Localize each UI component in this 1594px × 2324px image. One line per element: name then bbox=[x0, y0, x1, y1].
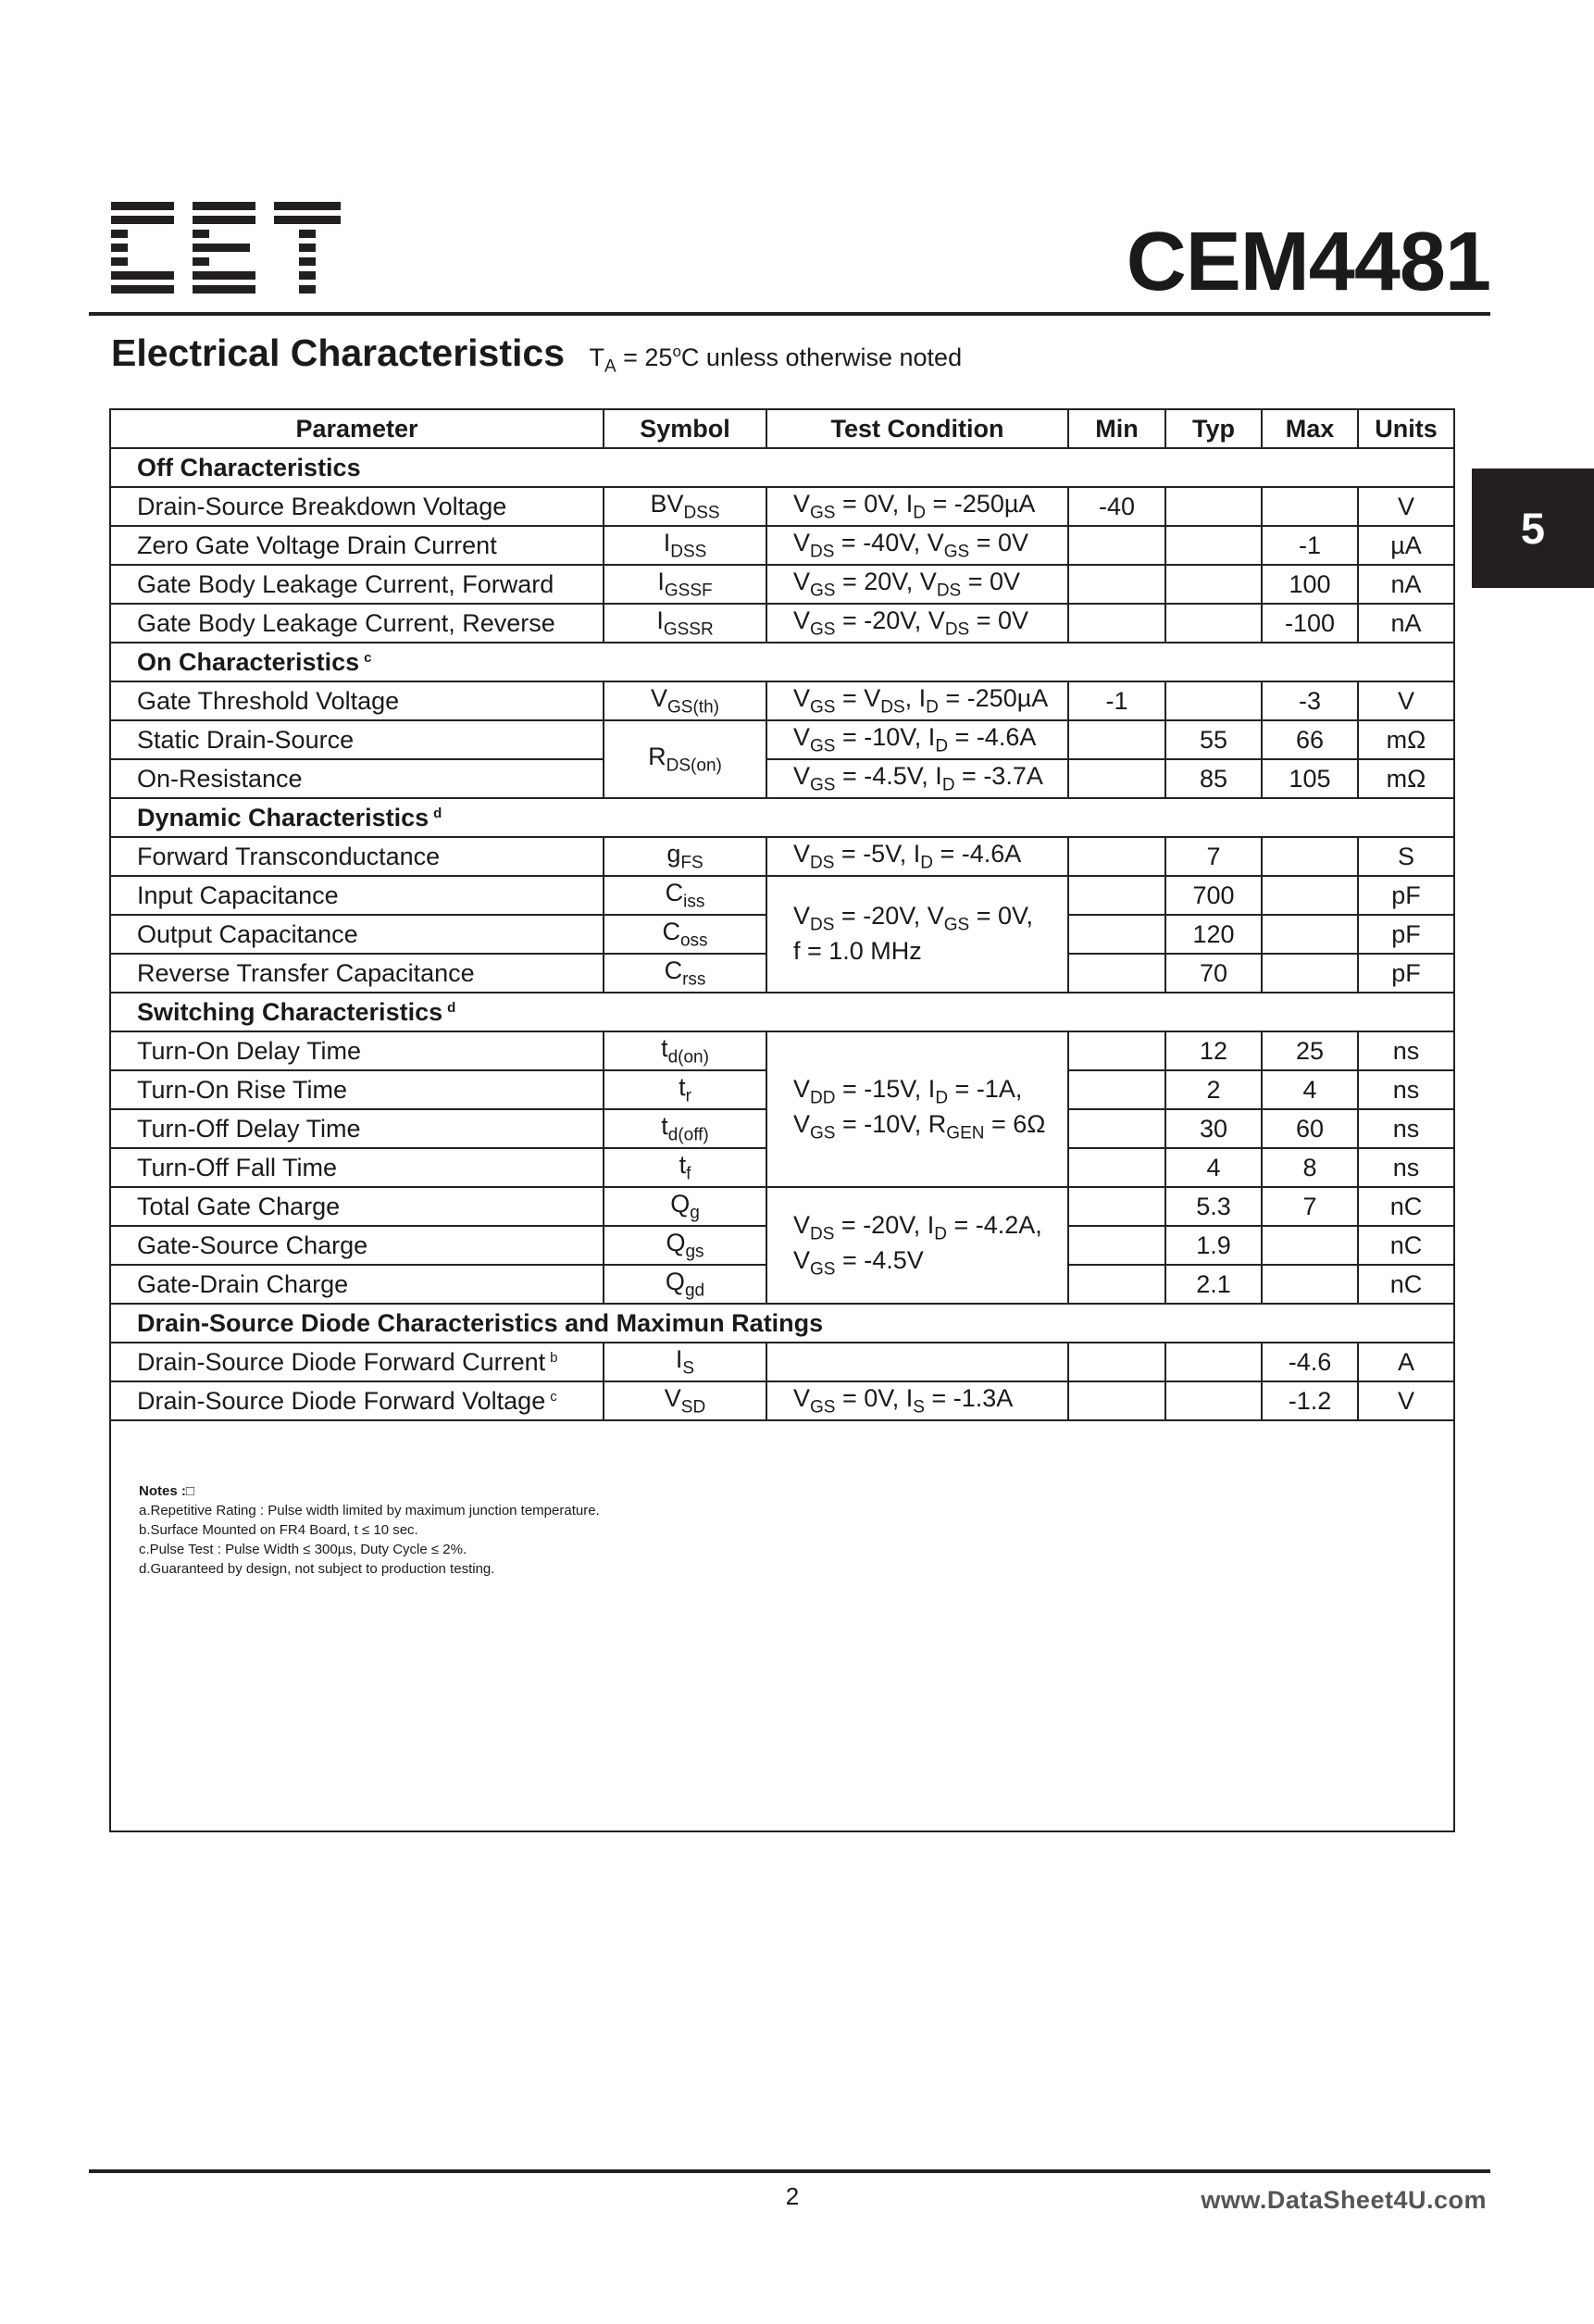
typ-cell bbox=[1165, 565, 1262, 604]
section-tab: 5 bbox=[1472, 469, 1594, 588]
symbol-cell: $V_{GS(th)}$ bbox=[604, 681, 766, 720]
header-rule bbox=[89, 312, 1490, 316]
max-cell: 100 bbox=[1262, 565, 1358, 604]
condition-cell: $V_{GS} = 0V$, $I_S = -1.3A$ bbox=[766, 1381, 1068, 1420]
min-cell bbox=[1068, 720, 1165, 759]
note-item: c.Pulse Test : Pulse Width ≤ 300µs, Duty Cycle ≤ 2%. bbox=[139, 1542, 467, 1557]
symbol-cell: $Q_g$ bbox=[604, 1187, 766, 1226]
section-row-on bbox=[111, 643, 1453, 681]
condition-cell: $V_{GS} = -20V$, $V_{DS} = 0V$ bbox=[766, 604, 1068, 643]
symbol-cell: $V_{SD}$ bbox=[604, 1381, 766, 1420]
unit-cell: nC bbox=[1358, 1265, 1453, 1304]
symbol-cell: $I_S$ bbox=[604, 1343, 766, 1381]
typ-cell: 7 bbox=[1165, 837, 1262, 876]
min-cell bbox=[1068, 1109, 1165, 1148]
section-label: Drain-Source Diode Characteristics and Maximun Ratings bbox=[111, 1304, 1453, 1343]
unit-cell: S bbox=[1358, 837, 1453, 876]
unit-cell: V bbox=[1358, 487, 1453, 526]
min-cell bbox=[1068, 1031, 1165, 1070]
typ-cell: 70 bbox=[1165, 954, 1262, 993]
max-cell: -100 bbox=[1262, 604, 1358, 643]
parameter-cell: Gate-Drain Charge bbox=[111, 1265, 604, 1304]
parameter-cell: Reverse Transfer Capacitance bbox=[111, 954, 604, 993]
section-row-off bbox=[111, 448, 1453, 487]
typ-cell: 1.9 bbox=[1165, 1226, 1262, 1265]
merged-condition: $V_{DD} = -15V$, $I_D = -1A$, $V_{GS} = -10V$, $R_{GEN} = 6\Omega$ bbox=[766, 1031, 1068, 1187]
unit-cell: pF bbox=[1358, 954, 1453, 993]
unit-cell: mΩ bbox=[1358, 720, 1453, 759]
min-cell bbox=[1068, 837, 1165, 876]
note-item: d.Guaranteed by design, not subject to production testing. bbox=[139, 1561, 495, 1577]
typ-cell: 55 bbox=[1165, 720, 1262, 759]
symbol-cell: $Q_{gs}$ bbox=[604, 1226, 766, 1265]
section-title: Electrical Characteristics bbox=[111, 331, 565, 374]
col-max: Max bbox=[1262, 410, 1358, 448]
characteristics-table bbox=[109, 408, 1455, 1832]
parameter-cell: Turn-On Delay Time bbox=[111, 1031, 604, 1070]
unit-cell: V bbox=[1358, 681, 1453, 720]
parameter-cell: Gate Body Leakage Current, Reverse bbox=[111, 604, 604, 643]
table-header bbox=[111, 410, 1453, 448]
max-cell bbox=[1262, 837, 1358, 876]
max-cell bbox=[1262, 876, 1358, 915]
typ-cell bbox=[1165, 681, 1262, 720]
note-item: b.Surface Mounted on FR4 Board, t ≤ 10 sec. bbox=[139, 1522, 418, 1538]
unit-cell: nA bbox=[1358, 565, 1453, 604]
max-cell: -4.6 bbox=[1262, 1343, 1358, 1381]
typ-cell bbox=[1165, 1343, 1262, 1381]
symbol-cell: $R_{DS(on)}$ bbox=[604, 720, 766, 798]
unit-cell: nA bbox=[1358, 604, 1453, 643]
condition-cell: $V_{GS} = V_{DS}$, $I_D = -250\mu A$ bbox=[766, 681, 1068, 720]
test-temperature-note: $T_A = 25^oC$ unless otherwise noted bbox=[589, 343, 963, 377]
min-cell bbox=[1068, 1226, 1165, 1265]
max-cell: 7 bbox=[1262, 1187, 1358, 1226]
typ-cell: 5.3 bbox=[1165, 1187, 1262, 1226]
min-cell bbox=[1068, 1265, 1165, 1304]
symbol-cell: $t_{d(off)}$ bbox=[604, 1109, 766, 1148]
min-cell bbox=[1068, 526, 1165, 565]
min-cell bbox=[1068, 1343, 1165, 1381]
typ-cell: 2 bbox=[1165, 1070, 1262, 1109]
unit-cell: nC bbox=[1358, 1226, 1453, 1265]
model-number: CEM4481 bbox=[1126, 216, 1490, 308]
table-row bbox=[111, 565, 1453, 604]
typ-cell: 700 bbox=[1165, 876, 1262, 915]
table-row bbox=[111, 487, 1453, 526]
table-row bbox=[111, 837, 1453, 876]
unit-cell: V bbox=[1358, 1381, 1453, 1420]
table-row bbox=[111, 720, 1453, 759]
cet-logo bbox=[111, 202, 342, 294]
unit-cell: ns bbox=[1358, 1070, 1453, 1109]
max-cell: 4 bbox=[1262, 1070, 1358, 1109]
table-row bbox=[111, 1343, 1453, 1381]
unit-cell: pF bbox=[1358, 915, 1453, 954]
symbol-cell: $BV_{DSS}$ bbox=[604, 487, 766, 526]
typ-cell: 120 bbox=[1165, 915, 1262, 954]
col-parameter: Parameter bbox=[111, 410, 604, 448]
parameter-cell: Turn-Off Delay Time bbox=[111, 1109, 604, 1148]
max-cell: 105 bbox=[1262, 759, 1358, 798]
min-cell: -40 bbox=[1068, 487, 1165, 526]
parameter-cell: Output Capacitance bbox=[111, 915, 604, 954]
condition-cell bbox=[766, 1343, 1068, 1381]
table-row bbox=[111, 759, 1453, 798]
symbol-cell: $I_{DSS}$ bbox=[604, 526, 766, 565]
max-cell: 8 bbox=[1262, 1148, 1358, 1187]
unit-cell: ns bbox=[1358, 1109, 1453, 1148]
max-cell: 60 bbox=[1262, 1109, 1358, 1148]
typ-cell bbox=[1165, 526, 1262, 565]
min-cell bbox=[1068, 954, 1165, 993]
footer-rule bbox=[89, 2169, 1490, 2173]
parameter-cell: Turn-Off Fall Time bbox=[111, 1148, 604, 1187]
condition-cell: $V_{DS} = -5V$, $I_D = -4.6A$ bbox=[766, 837, 1068, 876]
footer-url[interactable]: www.DataSheet4U.com bbox=[1201, 2186, 1487, 2214]
symbol-cell: $t_{d(on)}$ bbox=[604, 1031, 766, 1070]
unit-cell: ns bbox=[1358, 1148, 1453, 1187]
condition-cell: $V_{GS} = -4.5V$, $I_D = -3.7A$ bbox=[766, 759, 1068, 798]
parameter-cell: Gate-Source Charge bbox=[111, 1226, 604, 1265]
notes bbox=[139, 1481, 600, 1579]
unit-cell: µA bbox=[1358, 526, 1453, 565]
max-cell: -1.2 bbox=[1262, 1381, 1358, 1420]
table-row bbox=[111, 526, 1453, 565]
min-cell bbox=[1068, 915, 1165, 954]
condition-cell: $V_{GS} = -10V$, $I_D = -4.6A$ bbox=[766, 720, 1068, 759]
parameter-cell: On-Resistance bbox=[111, 759, 604, 798]
max-cell bbox=[1262, 1265, 1358, 1304]
parameter-cell: Forward Transconductance bbox=[111, 837, 604, 876]
col-test-condition: Test Condition bbox=[766, 410, 1068, 448]
table-row bbox=[111, 604, 1453, 643]
typ-cell bbox=[1165, 1381, 1262, 1420]
col-min: Min bbox=[1068, 410, 1165, 448]
typ-cell bbox=[1165, 487, 1262, 526]
merged-condition: $V_{DS} = -20V$, $V_{GS} = 0V$, f = 1.0 MHz bbox=[766, 876, 1068, 993]
symbol-cell: $t_f$ bbox=[604, 1148, 766, 1187]
table-row bbox=[111, 1381, 1453, 1420]
parameter-cell: Total Gate Charge bbox=[111, 1187, 604, 1226]
unit-cell: A bbox=[1358, 1343, 1453, 1381]
parameter-cell: Gate Body Leakage Current, Forward bbox=[111, 565, 604, 604]
table-row bbox=[111, 1031, 1453, 1070]
symbol-cell: $I_{GSSF}$ bbox=[604, 565, 766, 604]
symbol-cell: $t_r$ bbox=[604, 1070, 766, 1109]
symbol-cell: $g_{FS}$ bbox=[604, 837, 766, 876]
max-cell bbox=[1262, 1226, 1358, 1265]
unit-cell: ns bbox=[1358, 1031, 1453, 1070]
parameter-cell: Drain-Source Breakdown Voltage bbox=[111, 487, 604, 526]
symbol-cell: $Q_{gd}$ bbox=[604, 1265, 766, 1304]
max-cell: -3 bbox=[1262, 681, 1358, 720]
section-label: Dynamic Characteristics $^d$ bbox=[111, 798, 1453, 837]
symbol-cell: $I_{GSSR}$ bbox=[604, 604, 766, 643]
max-cell: -1 bbox=[1262, 526, 1358, 565]
section-label: Switching Characteristics $^d$ bbox=[111, 993, 1453, 1031]
min-cell bbox=[1068, 759, 1165, 798]
min-cell bbox=[1068, 1381, 1165, 1420]
min-cell: -1 bbox=[1068, 681, 1165, 720]
symbol-cell: $C_{iss}$ bbox=[604, 876, 766, 915]
min-cell bbox=[1068, 565, 1165, 604]
parameter-cell: Input Capacitance bbox=[111, 876, 604, 915]
typ-cell: 2.1 bbox=[1165, 1265, 1262, 1304]
typ-cell: 30 bbox=[1165, 1109, 1262, 1148]
unit-cell: mΩ bbox=[1358, 759, 1453, 798]
table-row bbox=[111, 876, 1453, 915]
typ-cell: 4 bbox=[1165, 1148, 1262, 1187]
section-heading bbox=[111, 331, 962, 377]
merged-condition: $V_{DS} = -20V$, $I_D = -4.2A$, $V_{GS} = -4.5V$ bbox=[766, 1187, 1068, 1304]
page-number: 2 bbox=[785, 2182, 800, 2210]
parameter-cell: Drain-Source Diode Forward Current $^b$ bbox=[111, 1343, 604, 1381]
symbol-cell: $C_{rss}$ bbox=[604, 954, 766, 993]
note-item: a.Repetitive Rating : Pulse width limited by maximum junction temperature. bbox=[139, 1503, 600, 1518]
typ-cell: 85 bbox=[1165, 759, 1262, 798]
parameter-cell: Turn-On Rise Time bbox=[111, 1070, 604, 1109]
parameter-cell: Zero Gate Voltage Drain Current bbox=[111, 526, 604, 565]
min-cell bbox=[1068, 1187, 1165, 1226]
parameter-cell: Drain-Source Diode Forward Voltage $^c$ bbox=[111, 1381, 604, 1420]
condition-cell: $V_{GS} = 0V$, $I_D = -250\mu A$ bbox=[766, 487, 1068, 526]
condition-cell: $V_{GS} = 20V$, $V_{DS} = 0V$ bbox=[766, 565, 1068, 604]
col-units: Units bbox=[1358, 410, 1453, 448]
table-row bbox=[111, 681, 1453, 720]
max-cell bbox=[1262, 915, 1358, 954]
col-symbol: Symbol bbox=[604, 410, 766, 448]
parameter-cell: Static Drain-Source bbox=[111, 720, 604, 759]
section-label: On Characteristics $^c$ bbox=[111, 643, 1453, 681]
min-cell bbox=[1068, 1070, 1165, 1109]
max-cell: 25 bbox=[1262, 1031, 1358, 1070]
typ-cell bbox=[1165, 604, 1262, 643]
section-row-dynamic bbox=[111, 798, 1453, 837]
table-row bbox=[111, 1187, 1453, 1226]
min-cell bbox=[1068, 876, 1165, 915]
typ-cell: 12 bbox=[1165, 1031, 1262, 1070]
min-cell bbox=[1068, 604, 1165, 643]
unit-cell: pF bbox=[1358, 876, 1453, 915]
col-typ: Typ bbox=[1165, 410, 1262, 448]
notes-title: Notes :□ bbox=[139, 1483, 194, 1499]
section-row-diode bbox=[111, 1304, 1453, 1343]
section-row-switching bbox=[111, 993, 1453, 1031]
symbol-cell: $C_{oss}$ bbox=[604, 915, 766, 954]
max-cell bbox=[1262, 954, 1358, 993]
min-cell bbox=[1068, 1148, 1165, 1187]
max-cell: 66 bbox=[1262, 720, 1358, 759]
unit-cell: nC bbox=[1358, 1187, 1453, 1226]
condition-cell: $V_{DS} = -40V$, $V_{GS} = 0V$ bbox=[766, 526, 1068, 565]
max-cell bbox=[1262, 487, 1358, 526]
section-label: Off Characteristics bbox=[111, 448, 1453, 487]
parameter-cell: Gate Threshold Voltage bbox=[111, 681, 604, 720]
